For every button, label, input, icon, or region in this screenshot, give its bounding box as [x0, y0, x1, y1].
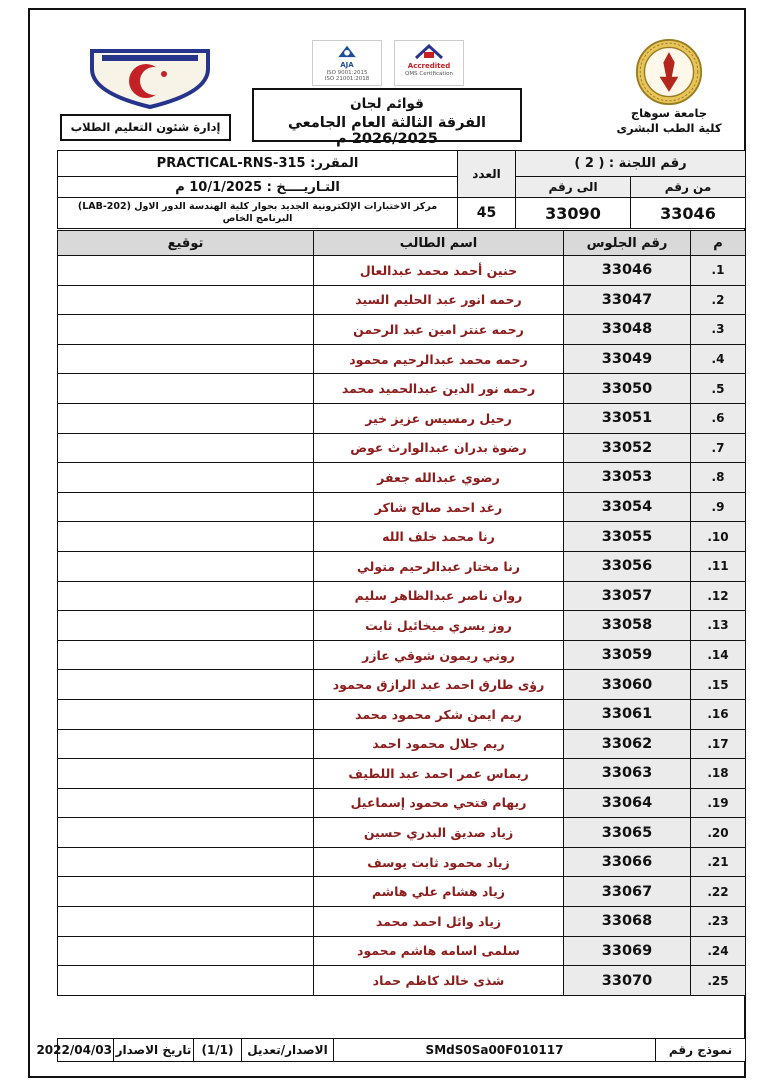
- to-label: الى رقم: [516, 177, 631, 198]
- student-name-cell: زياد محمود ثابت يوسف: [314, 847, 564, 877]
- serial-cell: 13.: [691, 611, 746, 641]
- student-row: [58, 403, 746, 433]
- serial-cell: 16.: [691, 699, 746, 729]
- signature-cell: [58, 818, 314, 848]
- serial-cell: 7.: [691, 433, 746, 463]
- signature-cell: [58, 492, 314, 522]
- document-subtitle: الفرقة الثالثة العام الجامعي 2026/2025 م: [287, 115, 487, 147]
- title-box: [252, 88, 522, 147]
- signature-cell: [58, 788, 314, 818]
- signature-cell: [58, 344, 314, 374]
- student-row: [58, 256, 746, 286]
- faculty-name: كلية الطب البشرى: [616, 120, 722, 135]
- seat-number-cell: 33068: [564, 907, 691, 937]
- date-label: التـاريــــخ :: [266, 179, 340, 195]
- student-table-body: [58, 256, 746, 996]
- student-row: [58, 433, 746, 463]
- serial-cell: 25.: [691, 966, 746, 996]
- serial-cell: 23.: [691, 907, 746, 937]
- seat-number-cell: 33059: [564, 640, 691, 670]
- student-name-cell: رحمه انور عبد الحليم السيد: [314, 285, 564, 315]
- serial-cell: 22.: [691, 877, 746, 907]
- shield-crescent-icon: [84, 46, 216, 110]
- signature-cell: [58, 640, 314, 670]
- serial-cell: 17.: [691, 729, 746, 759]
- student-name-cell: حنين أحمد محمد عبدالعال: [314, 256, 564, 286]
- student-name-cell: زياد صديق البدري حسين: [314, 818, 564, 848]
- serial-cell: 19.: [691, 788, 746, 818]
- committee-number: رقم اللجنة : ( 2 ): [516, 151, 746, 177]
- student-name-cell: روز يسري ميخائيل ثابت: [314, 611, 564, 641]
- count-label: العدد: [458, 151, 516, 198]
- student-row: [58, 492, 746, 522]
- signature-cell: [58, 877, 314, 907]
- university-block: [604, 38, 734, 136]
- location-line-1: مركز الاختبارات الإلكترونية الجديد بجوار كلية الهندسة الدور الاول (LAB-202): [77, 200, 438, 212]
- form-number-code: SMdS0Sa00F010117: [334, 1039, 656, 1062]
- student-row: [58, 640, 746, 670]
- aja-triangle-icon: [334, 44, 360, 58]
- to-number: 33090: [516, 198, 631, 229]
- student-row: [58, 522, 746, 552]
- footer-row: [58, 1039, 746, 1062]
- signature-cell: [58, 403, 314, 433]
- revision-value: (1/1): [194, 1039, 242, 1062]
- sohag-university-logo-icon: [635, 38, 703, 106]
- seat-number-cell: 33053: [564, 463, 691, 493]
- serial-cell: 3.: [691, 315, 746, 345]
- student-row: [58, 315, 746, 345]
- seat-number-cell: 33062: [564, 729, 691, 759]
- student-name-cell: رضوة بدران عبدالوارث عوض: [314, 433, 564, 463]
- student-name-cell: رغد احمد صالح شاكر: [314, 492, 564, 522]
- signature-cell: [58, 374, 314, 404]
- seat-number-cell: 33051: [564, 403, 691, 433]
- serial-cell: 20.: [691, 818, 746, 848]
- serial-cell: 8.: [691, 463, 746, 493]
- accreditation-caption: QMS Certification: [405, 70, 453, 77]
- student-row: [58, 463, 746, 493]
- footer-table: [36, 1038, 746, 1062]
- student-name-cell: ريم ايمن شكر محمود محمد: [314, 699, 564, 729]
- exam-location-cell: [58, 198, 458, 229]
- student-name-cell: رحيل رمسيس عزيز خير: [314, 403, 564, 433]
- count-value: 45: [458, 198, 516, 229]
- student-row: [58, 818, 746, 848]
- student-row: [58, 611, 746, 641]
- iso-line-2: ISO 21001:2018: [324, 76, 370, 83]
- student-name-cell: شذى خالد كاظم حماد: [314, 966, 564, 996]
- seat-number-cell: 33058: [564, 611, 691, 641]
- serial-cell: 12.: [691, 581, 746, 611]
- student-row: [58, 966, 746, 996]
- serial-cell: 6.: [691, 403, 746, 433]
- serial-cell: 18.: [691, 759, 746, 789]
- seat-number-cell: 33047: [564, 285, 691, 315]
- seat-number-cell: 33070: [564, 966, 691, 996]
- student-row: [58, 374, 746, 404]
- seat-number-cell: 33052: [564, 433, 691, 463]
- student-name-cell: رنا محمد خلف الله: [314, 522, 564, 552]
- student-name-cell: رحمه محمد عبدالرحيم محمود: [314, 344, 564, 374]
- seat-number-cell: 33064: [564, 788, 691, 818]
- student-table-header-row: [58, 231, 746, 256]
- student-row: [58, 847, 746, 877]
- seat-number-cell: 33046: [564, 256, 691, 286]
- seat-number-cell: 33055: [564, 522, 691, 552]
- signature-cell: [58, 699, 314, 729]
- location-line-2: البرنامج الخاص: [222, 213, 293, 224]
- pkc-accreditation-logo: [394, 40, 464, 86]
- seat-number-cell: 33061: [564, 699, 691, 729]
- accreditation-house-icon: [414, 43, 444, 59]
- signature-cell: [58, 611, 314, 641]
- accreditation-logos: [306, 40, 470, 86]
- signature-cell: [58, 581, 314, 611]
- student-row: [58, 759, 746, 789]
- signature-cell: [58, 463, 314, 493]
- student-affairs-emblem: [84, 46, 216, 114]
- header-seat-number: رقم الجلوس: [564, 231, 691, 256]
- date-cell: [58, 177, 458, 198]
- student-name-cell: ريماس عمر احمد عبد اللطيف: [314, 759, 564, 789]
- signature-cell: [58, 847, 314, 877]
- student-name-cell: زياد هشام علي هاشم: [314, 877, 564, 907]
- student-row: [58, 344, 746, 374]
- issue-date-label: تاريخ الاصدار: [114, 1039, 194, 1062]
- seat-number-cell: 33065: [564, 818, 691, 848]
- student-name-cell: ريهام فتحي محمود إسماعيل: [314, 788, 564, 818]
- signature-cell: [58, 907, 314, 937]
- student-row: [58, 788, 746, 818]
- from-label: من رقم: [631, 177, 746, 198]
- serial-cell: 4.: [691, 344, 746, 374]
- signature-cell: [58, 729, 314, 759]
- aja-label: AJA: [340, 61, 354, 69]
- student-row: [58, 877, 746, 907]
- header-serial: م: [691, 231, 746, 256]
- student-name-cell: رضوي عبدالله جعفر: [314, 463, 564, 493]
- course-code: PRACTICAL-RNS-315: [156, 156, 306, 171]
- seat-number-cell: 33066: [564, 847, 691, 877]
- header-student-name: اسم الطالب: [314, 231, 564, 256]
- signature-cell: [58, 936, 314, 966]
- form-number-label: نموذج رقم: [656, 1039, 746, 1062]
- date-value: 10/1/2025 م: [175, 179, 263, 195]
- signature-cell: [58, 759, 314, 789]
- issue-date-value: 2022/04/03: [58, 1039, 114, 1062]
- student-name-cell: زياد وائل احمد محمد: [314, 907, 564, 937]
- header-signature: توقيع: [58, 231, 314, 256]
- accredited-label: Accredited: [407, 62, 451, 70]
- student-row: [58, 907, 746, 937]
- iso-line-1: ISO 9001:2015: [326, 69, 368, 76]
- seat-number-cell: 33050: [564, 374, 691, 404]
- seat-number-cell: 33063: [564, 759, 691, 789]
- seat-number-cell: 33067: [564, 877, 691, 907]
- serial-cell: 1.: [691, 256, 746, 286]
- course-cell: [58, 151, 458, 177]
- serial-cell: 9.: [691, 492, 746, 522]
- signature-cell: [58, 522, 314, 552]
- student-row: [58, 936, 746, 966]
- revision-label: الاصدار/تعديل: [242, 1039, 334, 1062]
- student-row: [58, 581, 746, 611]
- from-number: 33046: [631, 198, 746, 229]
- seat-number-cell: 33056: [564, 551, 691, 581]
- student-row: [58, 285, 746, 315]
- student-name-cell: رنا مختار عبدالرحيم متولي: [314, 551, 564, 581]
- admin-office-box: إدارة شئون التعليم الطلاب: [60, 114, 231, 141]
- student-name-cell: روان ناصر عبدالظاهر سليم: [314, 581, 564, 611]
- serial-cell: 14.: [691, 640, 746, 670]
- signature-cell: [58, 670, 314, 700]
- signature-cell: [58, 315, 314, 345]
- student-row: [58, 729, 746, 759]
- serial-cell: 2.: [691, 285, 746, 315]
- document-title: قوائم لجان: [350, 96, 424, 112]
- signature-cell: [58, 551, 314, 581]
- seat-number-cell: 33048: [564, 315, 691, 345]
- student-row: [58, 551, 746, 581]
- student-row: [58, 699, 746, 729]
- seat-number-cell: 33060: [564, 670, 691, 700]
- university-name: جامعة سوهاج: [630, 106, 708, 120]
- student-name-cell: رؤى طارق احمد عبد الرازق محمود: [314, 670, 564, 700]
- seat-number-cell: 33057: [564, 581, 691, 611]
- serial-cell: 10.: [691, 522, 746, 552]
- aja-iso-logo: [312, 40, 382, 86]
- serial-cell: 5.: [691, 374, 746, 404]
- serial-cell: 15.: [691, 670, 746, 700]
- signature-cell: [58, 433, 314, 463]
- course-label: المقرر:: [310, 156, 359, 171]
- committee-info-table: [57, 150, 746, 229]
- student-name-cell: روني ريمون شوقي عازر: [314, 640, 564, 670]
- serial-cell: 24.: [691, 936, 746, 966]
- seat-number-cell: 33054: [564, 492, 691, 522]
- serial-cell: 21.: [691, 847, 746, 877]
- signature-cell: [58, 966, 314, 996]
- seat-number-cell: 33049: [564, 344, 691, 374]
- student-name-cell: سلمى اسامه هاشم محمود: [314, 936, 564, 966]
- student-name-cell: رحمه عنتر امين عبد الرحمن: [314, 315, 564, 345]
- signature-cell: [58, 285, 314, 315]
- signature-cell: [58, 256, 314, 286]
- student-table: [57, 230, 746, 996]
- serial-cell: 11.: [691, 551, 746, 581]
- student-name-cell: ريم جلال محمود احمد: [314, 729, 564, 759]
- student-name-cell: رحمه نور الدين عبدالحميد محمد: [314, 374, 564, 404]
- student-row: [58, 670, 746, 700]
- seat-number-cell: 33069: [564, 936, 691, 966]
